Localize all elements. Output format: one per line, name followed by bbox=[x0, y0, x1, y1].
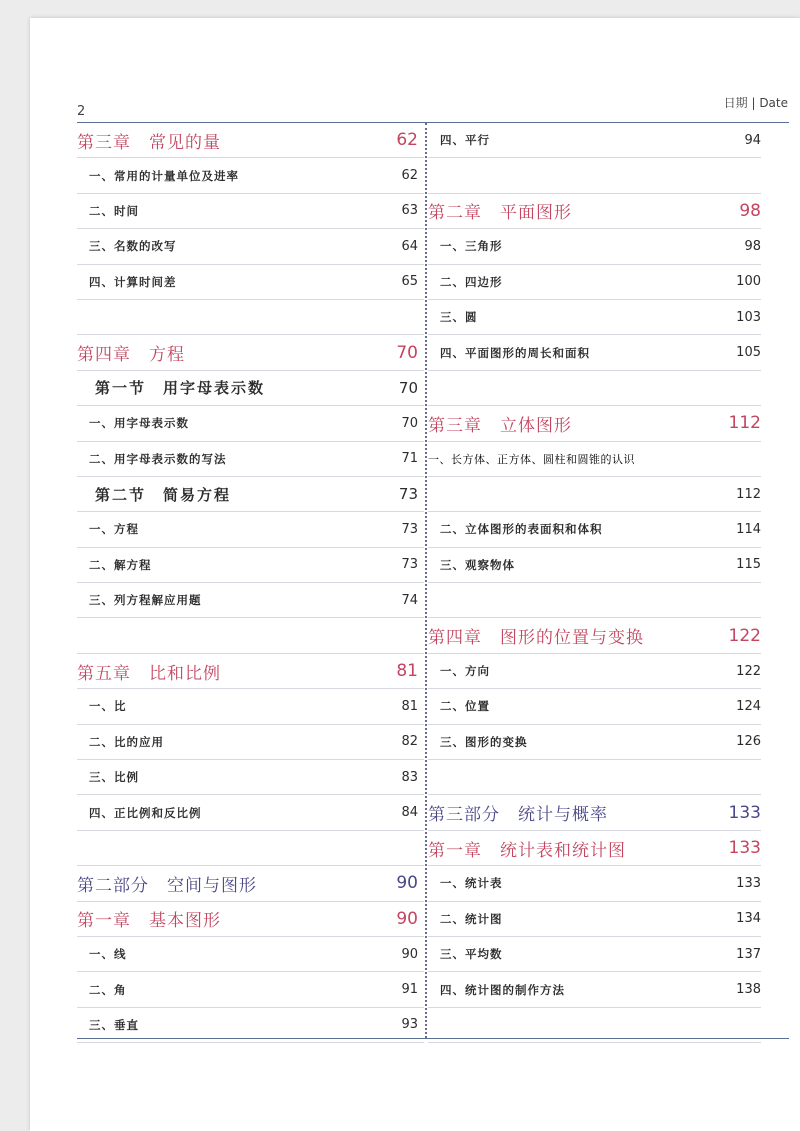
toc-entry-page: 134 bbox=[736, 911, 761, 927]
toc-entry-title: 四、平行 bbox=[440, 133, 490, 148]
toc-entry-chapter bbox=[428, 831, 761, 866]
toc-entry-sub bbox=[77, 937, 424, 972]
toc-entry-title: 一、用字母表示数 bbox=[89, 416, 189, 431]
toc-entry-page: 133 bbox=[736, 875, 761, 891]
toc-entry-page: 115 bbox=[736, 557, 761, 573]
toc-blank-row bbox=[428, 158, 761, 193]
notebook-page bbox=[30, 18, 800, 1131]
toc-entry-page: 138 bbox=[736, 982, 761, 998]
toc-entry-title: 一、方向 bbox=[440, 664, 490, 679]
toc-entry-title: 第三章 立体图形 bbox=[428, 415, 572, 436]
toc-entry-title: 四、计算时间差 bbox=[89, 274, 177, 289]
toc-left-column bbox=[77, 123, 424, 1043]
toc-entry-title: 一、三角形 bbox=[440, 239, 503, 254]
toc-entry-page: 81 bbox=[396, 661, 418, 682]
toc-entry-page: 98 bbox=[739, 200, 761, 221]
toc-entry-page: 90 bbox=[401, 946, 418, 962]
toc-entry-sub bbox=[428, 229, 761, 264]
toc-blank-row bbox=[428, 583, 761, 618]
toc-entry-sub bbox=[77, 548, 424, 583]
toc-entry-page: 112 bbox=[736, 486, 761, 502]
toc-entry-part bbox=[77, 866, 424, 901]
toc-entry-page: 73 bbox=[401, 521, 418, 537]
toc-entry-page: 122 bbox=[728, 625, 761, 646]
toc-blank-row bbox=[77, 300, 424, 335]
toc-entry-title: 一、统计表 bbox=[440, 876, 503, 891]
toc-entry-page: 62 bbox=[401, 168, 418, 184]
toc-entry-sub bbox=[77, 583, 424, 618]
toc-entry-page: 71 bbox=[401, 451, 418, 467]
toc-entry-page: 83 bbox=[401, 769, 418, 785]
toc-entry-page: 126 bbox=[736, 734, 761, 750]
toc-entry-sub bbox=[428, 937, 761, 972]
toc-entry-page: 137 bbox=[736, 946, 761, 962]
toc-right-column bbox=[428, 123, 761, 1043]
toc-entry-title: 三、垂直 bbox=[89, 1017, 139, 1032]
toc-entry-wrapfirst bbox=[428, 442, 761, 477]
toc-entry-title: 四、正比例和反比例 bbox=[89, 805, 202, 820]
toc-entry-section bbox=[77, 371, 424, 406]
toc-entry-sub bbox=[77, 972, 424, 1007]
toc-entry-page: 70 bbox=[401, 415, 418, 431]
toc-entry-title: 二、四边形 bbox=[440, 274, 503, 289]
toc-entry-sub bbox=[428, 866, 761, 901]
toc-entry-sub bbox=[428, 123, 761, 158]
toc-entry-page: 73 bbox=[401, 557, 418, 573]
toc-entry-title: 第三章 常见的量 bbox=[77, 132, 221, 153]
toc-entry-title: 第四章 图形的位置与变换 bbox=[428, 628, 644, 649]
toc-entry-page: 65 bbox=[401, 274, 418, 290]
toc-entry-title: 三、平均数 bbox=[440, 947, 503, 962]
toc-entry-page: 82 bbox=[401, 734, 418, 750]
toc-entry-sub bbox=[77, 512, 424, 547]
toc-entry-page: 73 bbox=[398, 485, 418, 504]
toc-blank-row bbox=[77, 618, 424, 653]
toc-entry-page: 100 bbox=[736, 274, 761, 290]
toc-entry-title: 第五章 比和比例 bbox=[77, 663, 221, 684]
toc-entry-title: 第一章 统计表和统计图 bbox=[428, 840, 626, 861]
toc-entry-title: 二、位置 bbox=[440, 699, 490, 714]
toc-entry-title: 二、立体图形的表面积和体积 bbox=[440, 522, 603, 537]
toc-entry-sub bbox=[77, 229, 424, 264]
toc-entry-sub bbox=[428, 689, 761, 724]
toc-entry-sub bbox=[77, 442, 424, 477]
toc-entry-title: 二、比的应用 bbox=[89, 734, 164, 749]
toc-entry-page: 122 bbox=[736, 663, 761, 679]
toc-entry-sub bbox=[77, 795, 424, 830]
toc-entry-title: 第二节 简易方程 bbox=[95, 485, 232, 504]
toc-entry-title: 第二部分 空间与图形 bbox=[77, 875, 257, 896]
toc-entry-title: 三、列方程解应用题 bbox=[89, 593, 202, 608]
toc-entry-page: 63 bbox=[401, 203, 418, 219]
toc-entry-wrapcont bbox=[428, 477, 761, 512]
toc-entry-title: 一、线 bbox=[89, 947, 127, 962]
toc-entry-title: 第二章 平面图形 bbox=[428, 203, 572, 224]
toc-entry-page: 114 bbox=[736, 521, 761, 537]
toc-entry-page: 94 bbox=[744, 132, 761, 148]
toc-entry-sub bbox=[77, 725, 424, 760]
toc-entry-page: 81 bbox=[401, 698, 418, 714]
date-label: 日期 | Date bbox=[723, 96, 788, 110]
toc-entry-page: 64 bbox=[401, 238, 418, 254]
toc-entry-sub bbox=[77, 689, 424, 724]
toc-entry-page: 124 bbox=[736, 698, 761, 714]
toc-entry-sub bbox=[428, 512, 761, 547]
toc-entry-page: 98 bbox=[744, 238, 761, 254]
toc-entry-page: 90 bbox=[396, 873, 418, 894]
toc-entry-title: 三、圆 bbox=[440, 310, 478, 325]
toc-entry-title: 三、图形的变换 bbox=[440, 734, 528, 749]
toc-entry-title: 三、观察物体 bbox=[440, 557, 515, 572]
toc-entry-title: 一、比 bbox=[89, 699, 127, 714]
toc-entry-sub bbox=[77, 406, 424, 441]
toc-entry-title: 二、时间 bbox=[89, 203, 139, 218]
toc-entry-sub bbox=[428, 725, 761, 760]
toc-blank-row bbox=[77, 831, 424, 866]
toc-entry-chapter bbox=[428, 406, 761, 441]
toc-entry-page: 93 bbox=[401, 1017, 418, 1033]
bottom-rule bbox=[77, 1038, 789, 1039]
toc-entry-title: 一、方程 bbox=[89, 522, 139, 537]
toc-entry-title: 第一章 基本图形 bbox=[77, 911, 221, 932]
toc-entry-page: 74 bbox=[401, 592, 418, 608]
toc-entry-section bbox=[77, 477, 424, 512]
toc-entry-sub bbox=[77, 760, 424, 795]
toc-entry-title: 第四章 方程 bbox=[77, 345, 185, 366]
toc-entry-page: 70 bbox=[396, 342, 418, 363]
toc-entry-chapter bbox=[77, 123, 424, 158]
toc-entry-title: 一、常用的计量单位及进率 bbox=[89, 168, 239, 183]
toc-entry-sub bbox=[428, 972, 761, 1007]
toc-entry-title: 二、角 bbox=[89, 982, 127, 997]
page-number: 2 bbox=[77, 104, 86, 119]
toc-blank-row bbox=[428, 371, 761, 406]
toc-entry-sub bbox=[428, 265, 761, 300]
toc-entry-sub bbox=[428, 654, 761, 689]
toc-entry-title: 三、名数的改写 bbox=[89, 239, 177, 254]
toc-entry-sub bbox=[77, 265, 424, 300]
column-divider bbox=[425, 123, 427, 1038]
toc-entry-title: 二、解方程 bbox=[89, 557, 152, 572]
toc-entry-chapter bbox=[77, 654, 424, 689]
toc-entry-sub bbox=[428, 300, 761, 335]
toc-entry-chapter bbox=[428, 618, 761, 653]
toc-entry-title: 二、用字母表示数的写法 bbox=[89, 451, 227, 466]
toc-entry-title: 四、统计图的制作方法 bbox=[440, 982, 565, 997]
toc-entry-sub bbox=[428, 548, 761, 583]
toc-entry-part bbox=[428, 795, 761, 830]
toc-entry-page: 103 bbox=[736, 309, 761, 325]
toc-entry-sub bbox=[428, 335, 761, 370]
toc-blank-row bbox=[428, 760, 761, 795]
toc-entry-sub bbox=[77, 158, 424, 193]
toc-entry-title: 四、平面图形的周长和面积 bbox=[440, 345, 590, 360]
toc-entry-chapter bbox=[77, 902, 424, 937]
toc-entry-sub bbox=[77, 194, 424, 229]
toc-entry-page: 62 bbox=[396, 130, 418, 151]
toc-entry-page: 105 bbox=[736, 345, 761, 361]
toc-entry-title: 二、统计图 bbox=[440, 911, 503, 926]
toc-entry-title: 第一节 用字母表示数 bbox=[95, 379, 266, 398]
toc-entry-page: 133 bbox=[728, 802, 761, 823]
toc-entry-chapter bbox=[428, 194, 761, 229]
toc-entry-title: 一、长方体、正方体、圆柱和圆锥的认识 bbox=[428, 452, 635, 466]
toc-entry-title: 第三部分 统计与概率 bbox=[428, 805, 608, 826]
toc-entry-page: 70 bbox=[398, 378, 418, 397]
toc-entry-sub bbox=[428, 902, 761, 937]
toc-entry-page: 133 bbox=[728, 838, 761, 858]
toc-entry-chapter bbox=[77, 335, 424, 370]
toc-entry-page: 91 bbox=[401, 982, 418, 998]
toc-entry-title: 三、比例 bbox=[89, 770, 139, 785]
toc-entry-page: 84 bbox=[401, 805, 418, 821]
toc-entry-page: 90 bbox=[396, 908, 418, 929]
toc-entry-page: 112 bbox=[728, 413, 761, 434]
